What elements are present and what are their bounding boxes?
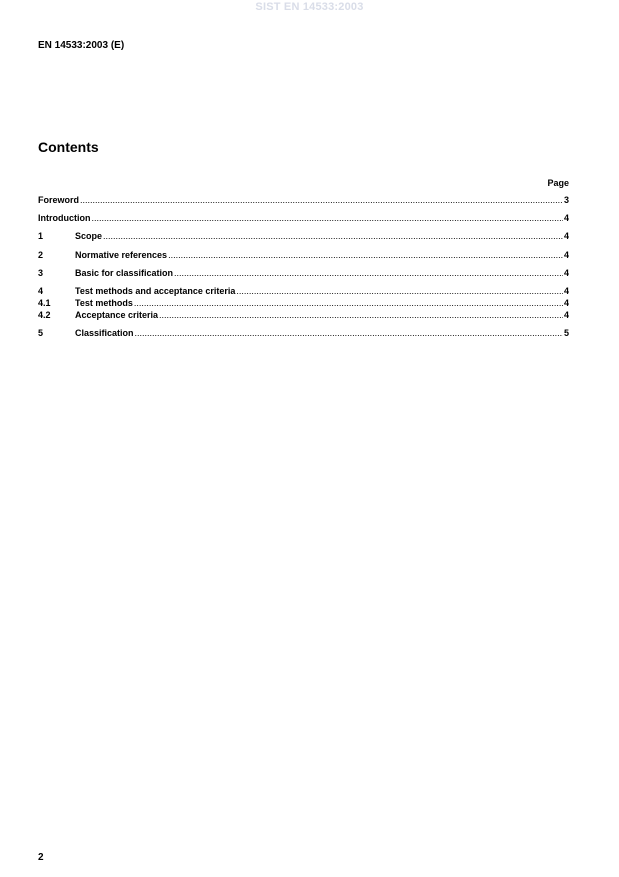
toc-entry-title: Scope bbox=[75, 231, 103, 241]
page-title: Contents bbox=[38, 139, 99, 155]
document-identifier: EN 14533:2003 (E) bbox=[38, 40, 125, 51]
toc-dot-leader bbox=[159, 309, 563, 321]
toc-entry-number: 4.2 bbox=[38, 310, 51, 320]
toc-entry-number: 2 bbox=[38, 250, 44, 260]
toc-entry-foreword[interactable] bbox=[38, 194, 569, 206]
toc-entry-title: Test methods bbox=[75, 298, 133, 308]
toc-entry-introduction[interactable] bbox=[38, 212, 569, 224]
toc-dot-leader bbox=[92, 212, 563, 224]
toc-dot-leader bbox=[80, 194, 563, 206]
toc-entry-title: Normative references bbox=[75, 250, 168, 260]
toc-dot-leader bbox=[135, 327, 563, 339]
toc-dot-leader bbox=[174, 267, 563, 279]
toc-entry-number: 4 bbox=[38, 286, 44, 296]
toc-dot-leader bbox=[134, 297, 563, 309]
watermark: SIST EN 14533:2003 bbox=[255, 1, 364, 13]
toc-entry-test-methods-and-acceptance-criteria[interactable] bbox=[38, 285, 569, 297]
toc-entry-title: Basic for classification bbox=[75, 268, 174, 278]
toc-entry-number: 4.1 bbox=[38, 298, 51, 308]
page-number: 2 bbox=[38, 852, 44, 863]
toc-entry-page: 4 bbox=[563, 298, 569, 308]
toc-entry-scope[interactable] bbox=[38, 230, 569, 242]
toc-entry-page: 4 bbox=[563, 310, 569, 320]
toc-entry-page: 4 bbox=[563, 213, 569, 223]
toc-dot-leader bbox=[103, 230, 563, 242]
toc-entry-number: 5 bbox=[38, 328, 44, 338]
toc-entry-page: 4 bbox=[563, 231, 569, 241]
toc-entry-basic-for-classification[interactable] bbox=[38, 267, 569, 279]
toc-entry-title: Classification bbox=[75, 328, 134, 338]
page-column-label: Page bbox=[547, 178, 569, 188]
toc-entry-test-methods[interactable] bbox=[38, 297, 569, 309]
toc-entry-title: Acceptance criteria bbox=[75, 310, 159, 320]
toc-entry-normative-references[interactable] bbox=[38, 249, 569, 261]
toc-entry-title: Foreword bbox=[38, 195, 80, 205]
toc-entry-acceptance-criteria[interactable] bbox=[38, 309, 569, 321]
toc-entry-page: 4 bbox=[563, 268, 569, 278]
toc-dot-leader bbox=[168, 249, 563, 261]
toc-entry-classification[interactable] bbox=[38, 327, 569, 339]
toc-entry-page: 4 bbox=[563, 250, 569, 260]
toc-entry-page: 5 bbox=[563, 328, 569, 338]
toc-entry-title: Introduction bbox=[38, 213, 91, 223]
toc-entry-number: 1 bbox=[38, 231, 44, 241]
toc-entry-number: 3 bbox=[38, 268, 44, 278]
toc-entry-page: 3 bbox=[563, 195, 569, 205]
toc-entry-title: Test methods and acceptance criteria bbox=[75, 286, 236, 296]
toc-entry-page: 4 bbox=[563, 286, 569, 296]
toc-dot-leader bbox=[236, 285, 563, 297]
